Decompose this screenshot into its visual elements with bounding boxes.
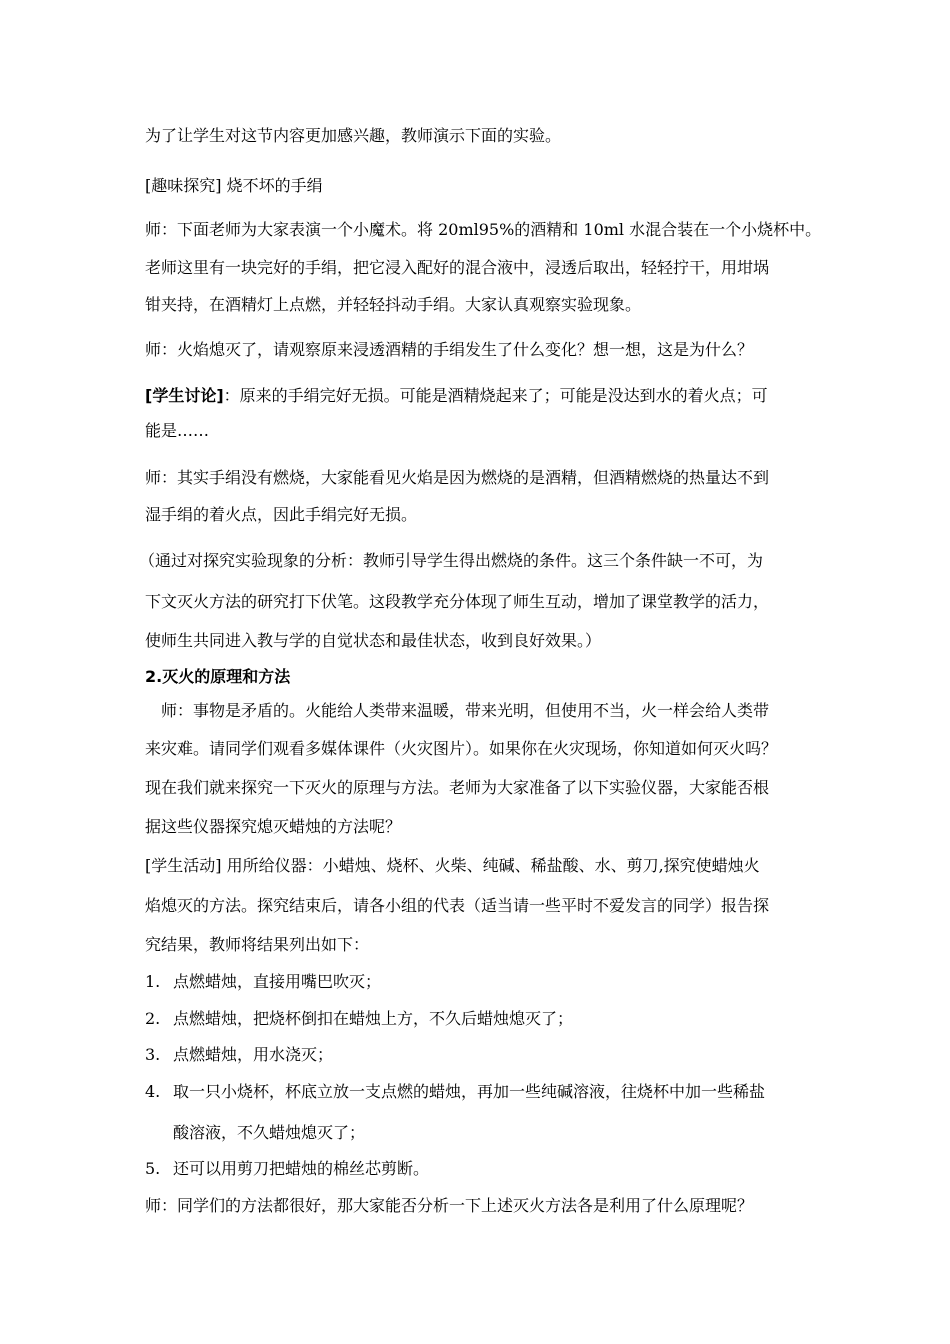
section-2-heading: 2.灭火的原理和方法	[145, 667, 291, 686]
note-line-2: 下文灭火方法的研究打下伏笔。这段教学充分体现了师生互动，增加了课堂教学的活力，	[145, 592, 770, 611]
teacher-explain-line-1: 师：其实手绢没有燃烧，大家能看见火焰是因为燃烧的是酒精，但酒精燃烧的热量达不到	[145, 468, 770, 487]
student-discussion-text: ：原来的手绢完好无损。可能是酒精烧起来了；可能是没达到水的着火点；可	[223, 386, 768, 405]
result-text: 点燃蜡烛，直接用嘴巴吹灭；	[173, 972, 382, 991]
result-text: 点燃蜡烛，用水浇灭；	[173, 1045, 334, 1064]
teacher-intro-line-1: 师：事物是矛盾的。火能给人类带来温暖，带来光明，但使用不当，火一样会给人类带	[161, 701, 770, 720]
result-text: 酸溶液，不久蜡烛熄灭了；	[173, 1123, 366, 1142]
result-number: 2.	[145, 1009, 161, 1028]
teacher-intro-line-3: 现在我们就来探究一下灭火的原理与方法。老师为大家准备了以下实验仪器，大家能否根	[145, 778, 770, 797]
note-line-3: 使师生共同进入教与学的自觉状态和最佳状态，收到良好效果。）	[145, 631, 602, 650]
result-item-5	[145, 1159, 429, 1179]
result-number: 3.	[145, 1045, 161, 1064]
result-text: 取一只小烧杯，杯底立放一支点燃的蜡烛，再加一些纯碱溶液，往烧杯中加一些稀盐	[173, 1082, 766, 1101]
teacher-question: 师：火焰熄灭了，请观察原来浸透酒精的手绢发生了什么变化？想一想，这是为什么？	[145, 340, 754, 359]
result-item-3	[145, 1045, 333, 1065]
teacher-magic-line-2: 老师这里有一块完好的手绢，把它浸入配好的混合液中，浸透后取出，轻轻拧干，用坩埚	[145, 258, 770, 277]
intro-paragraph: 为了让学生对这节内容更加感兴趣，教师演示下面的实验。	[145, 126, 562, 145]
teacher-intro-line-2: 来灾难。请同学们观看多媒体课件（火灾图片）。如果你在火灾现场，你知道如何灭火吗？	[145, 739, 778, 758]
result-text: 点燃蜡烛，把烧杯倒扣在蜡烛上方，不久后蜡烛熄灭了；	[173, 1009, 574, 1028]
teacher-intro-line-4: 据这些仪器探究熄灭蜡烛的方法呢？	[145, 817, 402, 836]
teacher-explain-line-2: 湿手绢的着火点，因此手绢完好无损。	[145, 505, 418, 524]
result-item-2	[145, 1009, 573, 1029]
result-text: 还可以用剪刀把蜡烛的棉丝芯剪断。	[173, 1159, 430, 1178]
student-discussion-line-2: 能是……	[145, 421, 210, 440]
student-activity-line-2: 焰熄灭的方法。探究结束后，请各小组的代表（适当请一些平时不爱发言的同学）报告探	[145, 896, 770, 915]
result-item-4-continued	[145, 1123, 365, 1143]
teacher-magic-line-1: 师：下面老师为大家表演一个小魔术。将 20ml95%的酒精和 10ml 水混合装在一个小烧杯中。	[145, 220, 822, 239]
result-item-4	[145, 1082, 765, 1102]
student-activity-line-1: [学生活动] 用所给仪器：小蜡烛、烧杯、火柴、纯碱、稀盐酸、水、剪刀,探究使蜡烛火	[145, 856, 760, 875]
student-activity-line-3: 究结果，教师将结果列出如下：	[145, 935, 370, 954]
result-item-1	[145, 972, 381, 992]
result-number: 4.	[145, 1082, 161, 1101]
result-number: 1.	[145, 972, 161, 991]
result-number: 5.	[145, 1159, 161, 1178]
section-fun-heading: [趣味探究] 烧不坏的手绢	[145, 176, 323, 195]
student-discussion-line-1	[145, 386, 768, 406]
student-discussion-label: [学生讨论]	[145, 386, 224, 405]
note-line-1: （通过对探究实验现象的分析：教师引导学生得出燃烧的条件。这三个条件缺一不可，为	[139, 551, 764, 570]
teacher-final-question: 师：同学们的方法都很好，那大家能否分析一下上述灭火方法各是利用了什么原理呢？	[145, 1196, 754, 1215]
teacher-magic-line-3: 钳夹持，在酒精灯上点燃，并轻轻抖动手绢。大家认真观察实验现象。	[145, 295, 642, 314]
